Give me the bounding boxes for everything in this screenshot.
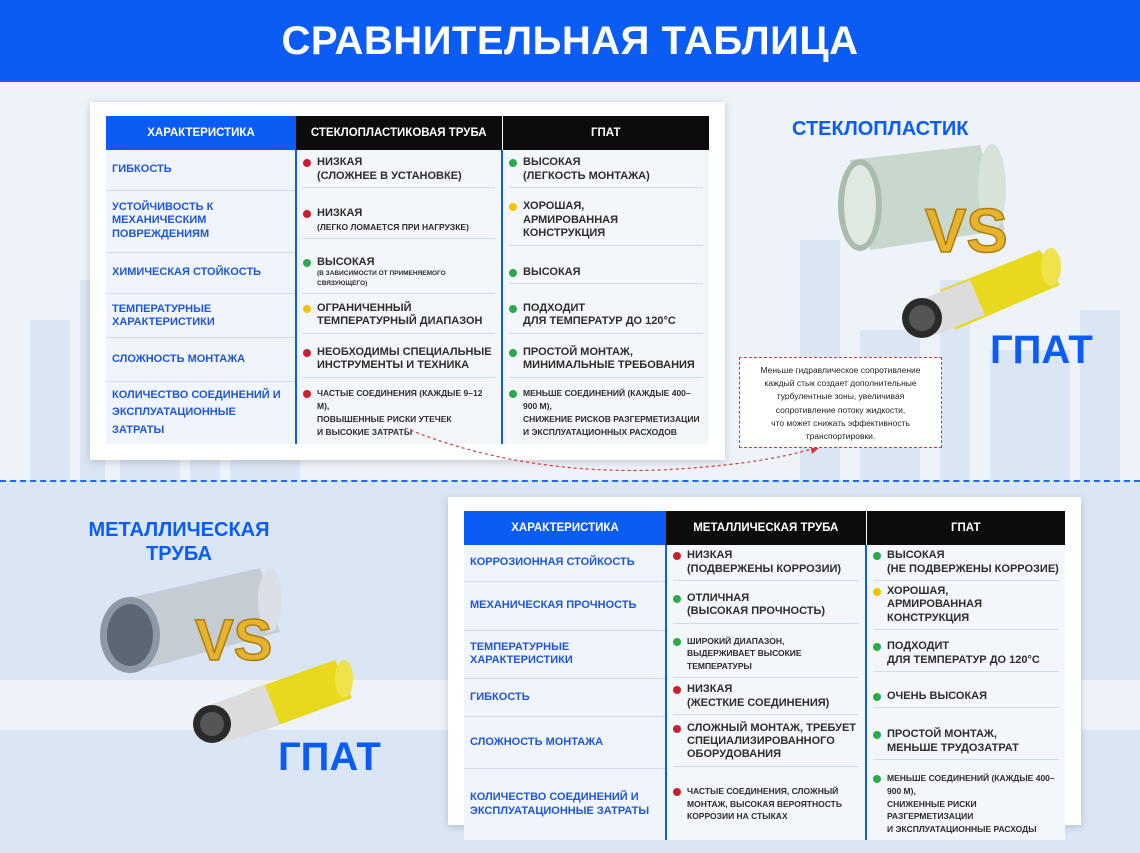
cell-text: (ЛЕГКОСТЬ МОНТАЖА) [523, 169, 650, 182]
comparison-card-metal [448, 497, 1081, 835]
status-dot-yellow [873, 588, 881, 596]
cell-text: МОНТАЖ, ВЫСОКАЯ ВЕРОЯТНОСТЬ [687, 798, 842, 809]
table-row [106, 150, 709, 190]
cell-text: (НЕ ПОДВЕРЖЕНЫ КОРРОЗИЕ) [887, 562, 1059, 575]
status-dot-red [303, 159, 311, 167]
cell-text: ОБОРУДОВАНИЯ [687, 748, 781, 761]
cell-text: ОТЛИЧНАЯ [687, 591, 750, 604]
cell-text: МЕНЬШЕ СОЕДИНЕНИЙ (КАЖДЫЕ 400–900 М), [523, 388, 691, 412]
metal-vs-gpat-illustration [90, 560, 360, 745]
row-label: КОЛИЧЕСТВО СОЕДИНЕНИЙ И ЭКСПЛУАТАЦИОННЫЕ ЗАТРАТЫ [464, 768, 666, 840]
gpat-label: ГПАТ [990, 328, 1093, 372]
table-row [464, 581, 1065, 630]
note-line: транспортировки. [805, 430, 876, 441]
table-row [106, 252, 709, 294]
status-dot-green [509, 305, 517, 313]
comparison-card-fiberglass [90, 102, 725, 460]
row-label: КОЛИЧЕСТВО СОЕДИНЕНИЙ И ЭКСПЛУАТАЦИОННЫЕ ЗАТРАТЫ [106, 382, 296, 444]
status-dot-green [509, 349, 517, 357]
row-label: СЛОЖНОСТЬ МОНТАЖА [106, 338, 296, 382]
cell-text: (СЛОЖНЕЕ В УСТАНОВКЕ) [317, 169, 462, 182]
cell-text: СПЕЦИАЛИЗИРОВАННОГО [687, 735, 835, 748]
table-row [464, 768, 1065, 840]
cell-text: И ЭКСПЛУАТАЦИОННЫЕ РАСХОДЫ [887, 824, 1037, 835]
status-dot-green [509, 159, 517, 167]
row-label: СЛОЖНОСТЬ МОНТАЖА [464, 716, 666, 768]
cell-text: НИЗКАЯ [687, 683, 733, 696]
cell-text: ПОДХОДИТ [887, 640, 950, 653]
row-label: ХИМИЧЕСКАЯ СТОЙКОСТЬ [106, 252, 296, 294]
note-line: что может снижать эффективность [771, 417, 910, 428]
cell-text: НЕОБХОДИМЫ СПЕЦИАЛЬНЫЕ [317, 346, 492, 358]
cell-text: ИНСТРУМЕНТЫ И ТЕХНИКА [317, 359, 470, 372]
cell-text: ПОВЫШЕННЫЕ РИСКИ УТЕЧЕК [317, 413, 452, 424]
cell-text: ВЫСОКАЯ [523, 265, 581, 278]
cell-text: ЧАСТЫЕ СОЕДИНЕНИЯ, СЛОЖНЫЙ [687, 785, 839, 796]
status-dot-red [673, 788, 681, 796]
cell-text: (ПОДВЕРЖЕНЫ КОРРОЗИИ) [687, 562, 842, 575]
status-dot-green [873, 693, 881, 701]
column-header-characteristic: ХАРАКТЕРИСТИКА [464, 511, 666, 545]
status-dot-green [509, 390, 517, 398]
page-header [0, 0, 1140, 82]
column-header-gpat: ГПАТ [866, 511, 1065, 545]
status-dot-red [673, 686, 681, 694]
cell-text: СНИЖЕНИЕ РИСКОВ РАЗГЕРМЕТИЗАЦИИ [523, 413, 700, 424]
status-dot-green [509, 269, 517, 277]
row-label: ТЕМПЕРАТУРНЫЕ ХАРАКТЕРИСТИКИ [106, 294, 296, 338]
cell-text: НИЗКАЯ [317, 156, 363, 169]
row-label: ГИБКОСТЬ [106, 150, 296, 190]
cell-text: ХОРОШАЯ, [523, 200, 585, 213]
note-line: каждый стык создает дополнительные [764, 378, 917, 389]
table-row [106, 294, 709, 338]
column-header-metal-pipe: МЕТАЛЛИЧЕСКАЯ ТРУБА [666, 511, 866, 545]
cell-text: ХОРОШАЯ, [887, 585, 949, 597]
table-row [464, 545, 1065, 581]
cell-text: КОРРОЗИИ НА СТЫКАХ [687, 811, 788, 822]
cell-text: ПРОСТОЙ МОНТАЖ, [887, 728, 997, 741]
cell-text: ВЫДЕРЖИВАЕТ ВЫСОКИЕ ТЕМПЕРАТУРЫ [687, 648, 802, 672]
status-dot-red [673, 552, 681, 560]
table-row [464, 678, 1065, 716]
fiberglass-label: СТЕКЛОПЛАСТИК [792, 118, 969, 140]
row-label: ТЕМПЕРАТУРНЫЕ ХАРАКТЕРИСТИКИ [464, 630, 666, 678]
cell-text: АРМИРОВАННАЯ КОНСТРУКЦИЯ [523, 213, 619, 240]
table-row [464, 716, 1065, 768]
status-dot-green [873, 775, 881, 783]
cell-text: И ЭКСПЛУАТАЦИОННЫХ РАСХОДОВ [523, 426, 677, 437]
status-dot-green [873, 731, 881, 739]
cell-text: ДЛЯ ТЕМПЕРАТУР ДО 120°С [523, 315, 676, 328]
row-label: КОРРОЗИОННАЯ СТОЙКОСТЬ [464, 545, 666, 581]
column-header-gpat: ГПАТ [502, 116, 709, 150]
section-divider [0, 480, 1140, 482]
row-label: УСТОЙЧИВОСТЬ К МЕХАНИЧЕСКИМ ПОВРЕЖДЕНИЯМ [106, 190, 296, 252]
cell-text: (ВЫСОКАЯ ПРОЧНОСТЬ) [687, 605, 826, 618]
vs-icon: VS [925, 197, 1008, 266]
note-line: Меньше гидравлическое сопротивление [760, 365, 921, 375]
status-dot-yellow [303, 305, 311, 313]
status-dot-green [873, 643, 881, 651]
fiberglass-vs-gpat-illustration [830, 140, 1070, 340]
hydraulic-resistance-note [739, 357, 942, 448]
cell-text: СЛОЖНЫЙ МОНТАЖ, ТРЕБУЕТ [687, 721, 857, 734]
status-dot-green [303, 259, 311, 267]
status-dot-green [673, 595, 681, 603]
cell-text: (ЛЕГКО ЛОМАЕТСЯ ПРИ НАГРУЗКЕ) [317, 221, 469, 232]
cell-text: ШИРОКИЙ ДИАПАЗОН, [687, 635, 785, 646]
cell-text: ОГРАНИЧЕННЫЙ [317, 302, 412, 314]
metal-label-line: МЕТАЛЛИЧЕСКАЯ [88, 519, 270, 541]
metal-label-line: ТРУБА [146, 543, 212, 565]
cell-text: МЕНЬШЕ СОЕДИНЕНИЙ (КАЖДЫЕ 400–900 М), [887, 773, 1055, 796]
column-header-fiberglass-pipe: СТЕКЛОПЛАСТИКОВАЯ ТРУБА [296, 116, 502, 150]
comparison-table-metal [464, 511, 1065, 840]
gpat-label: ГПАТ [278, 735, 381, 779]
vs-icon: VS [195, 608, 273, 673]
cell-text: СНИЖЕННЫЕ РИСКИ РАЗГЕРМЕТИЗАЦИИ [887, 798, 977, 822]
cell-text: (В ЗАВИСИМОСТИ ОТ ПРИМЕНЯЕМОГО СВЯЗУЮЩЕГО) [317, 270, 446, 288]
cell-text: ВЫСОКАЯ [887, 549, 945, 562]
page-title: СРАВНИТЕЛЬНАЯ ТАБЛИЦА [281, 18, 859, 63]
column-header-characteristic: ХАРАКТЕРИСТИКА [106, 116, 296, 150]
cell-text: ВЫСОКАЯ [317, 256, 375, 268]
comparison-table-fiberglass [106, 116, 709, 444]
status-dot-red [673, 725, 681, 733]
status-dot-red [303, 349, 311, 357]
cell-text: МЕНЬШЕ ТРУДОЗАТРАТ [887, 741, 1019, 754]
status-dot-green [673, 638, 681, 646]
cell-text: (ЖЕСТКИЕ СОЕДИНЕНИЯ) [687, 696, 830, 709]
cell-text: ОЧЕНЬ ВЫСОКАЯ [887, 690, 988, 703]
status-dot-green [873, 552, 881, 560]
status-dot-red [303, 390, 311, 398]
row-label: ГИБКОСТЬ [464, 678, 666, 716]
cell-text: ЧАСТЫЕ СОЕДИНЕНИЯ (КАЖДЫЕ 9–12 М), [317, 388, 483, 412]
cell-text: ДЛЯ ТЕМПЕРАТУР ДО 120°С [887, 653, 1040, 666]
status-dot-red [303, 210, 311, 218]
metal-pipe-label [84, 518, 274, 566]
cell-text: ПОДХОДИТ [523, 302, 586, 314]
table-row [106, 338, 709, 382]
table-row [106, 190, 709, 252]
cell-text: НИЗКАЯ [317, 207, 363, 220]
cell-text: ПРОСТОЙ МОНТАЖ, [523, 346, 633, 358]
cell-text: АРМИРОВАННАЯ КОНСТРУКЦИЯ [887, 598, 983, 624]
cell-text: МИНИМАЛЬНЫЕ ТРЕБОВАНИЯ [523, 359, 695, 372]
cell-text: И ВЫСОКИЕ ЗАТРАТЫ [317, 426, 413, 437]
status-dot-yellow [509, 203, 517, 211]
cell-text: ВЫСОКАЯ [523, 156, 581, 169]
note-line: сопротивление потоку жидкости, [775, 404, 906, 415]
cell-text: ТЕМПЕРАТУРНЫЙ ДИАПАЗОН [317, 315, 483, 328]
note-line: турбулентные зоны, увеличивая [776, 391, 905, 402]
cell-text: НИЗКАЯ [687, 549, 733, 562]
table-row [464, 630, 1065, 678]
row-label: МЕХАНИЧЕСКАЯ ПРОЧНОСТЬ [464, 581, 666, 630]
